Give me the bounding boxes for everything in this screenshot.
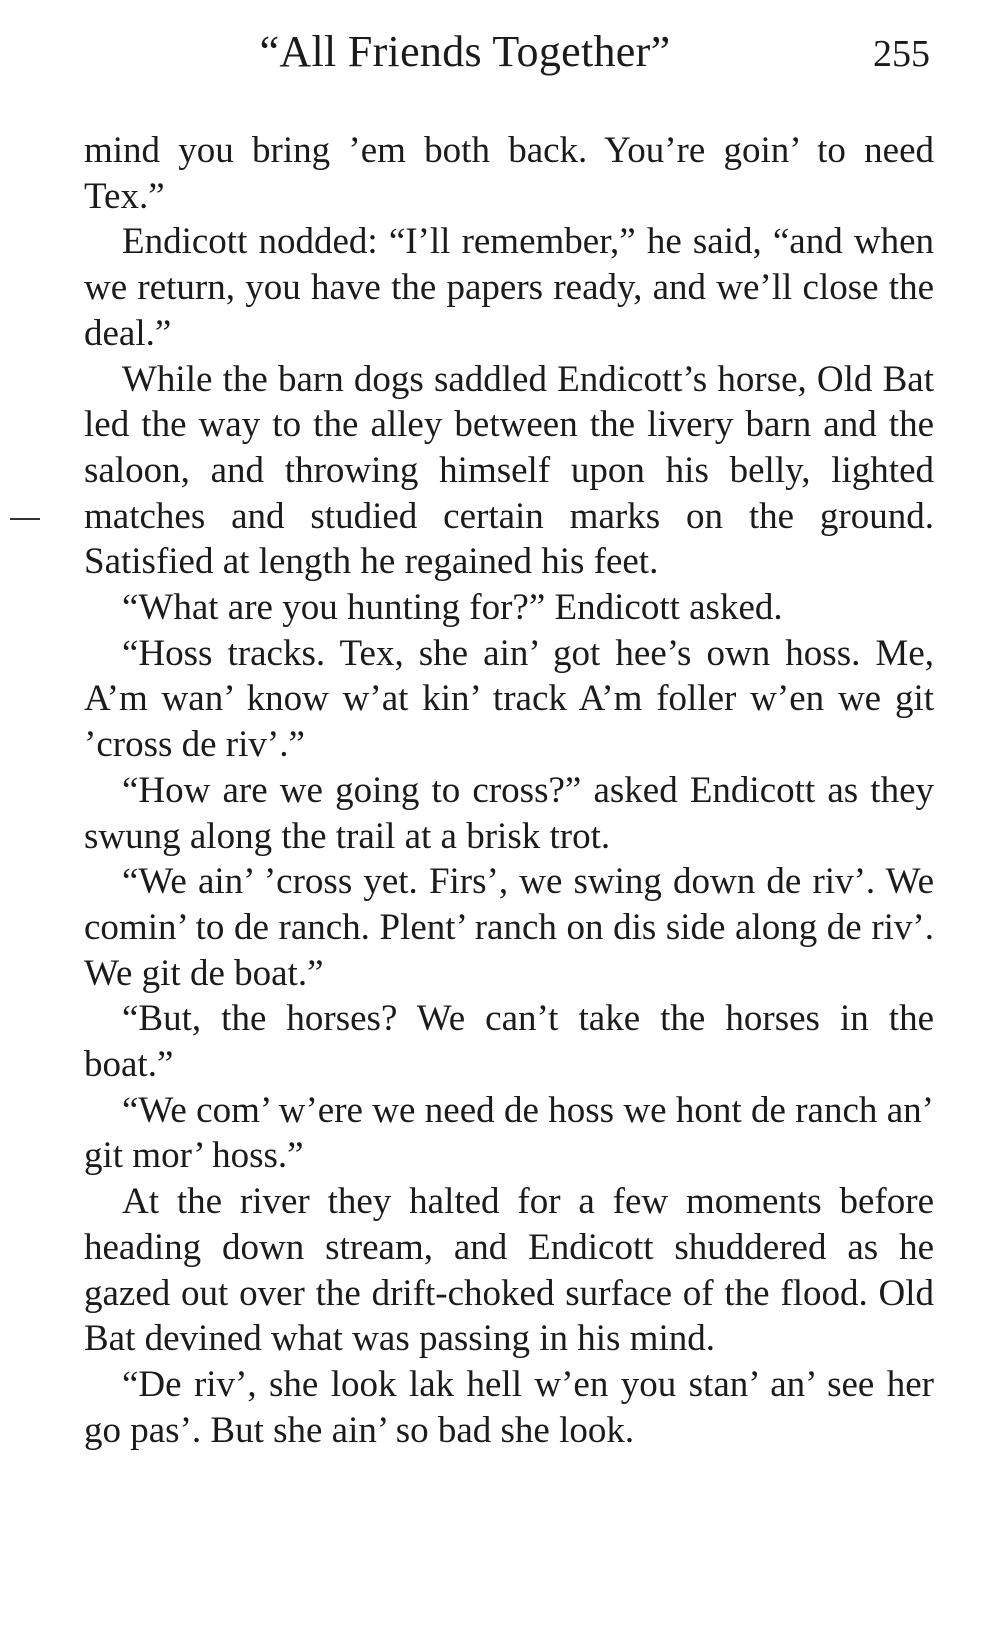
paragraph: “But, the horses? We can’t take the horses in the boat.”	[84, 998, 934, 1086]
margin-mark	[10, 518, 40, 520]
body-text	[84, 128, 934, 1453]
paragraph: “We ain’ ’cross yet. Firs’, we swing down de riv’. We comin’ to de ranch. Plent’ ranch on dis side along de riv’. We git de boat.”	[84, 861, 934, 994]
running-title: “All Friends Together”	[259, 27, 671, 76]
paragraph: Endicott nodded: “I’ll remember,” he said, “and when we return, you have the papers ready, and we’ll close the deal.”	[84, 221, 934, 354]
paragraph: At the river they halted for a few moments before heading down stream, and Endicott shuddered as he gazed out over the drift-choked surface of the flood. Old Bat devined what was passing in his mind.	[84, 1181, 934, 1360]
running-header	[80, 22, 930, 82]
paragraph: “Hoss tracks. Tex, she ain’ got hee’s own hoss. Me, A’m wan’ know w’at kin’ track A’m foller w’en we git ’cross de riv’.”	[84, 632, 934, 766]
paragraph: “What are you hunting for?” Endicott asked.	[122, 587, 783, 629]
page-number: 255	[873, 33, 930, 75]
paragraph: “De riv’, she look lak hell w’en you stan’ an’ see her go pas’. But she ain’ so bad she look.	[84, 1363, 934, 1451]
paragraph: “We com’ w’ere we need de hoss we hont de ranch an’ git mor’ hoss.”	[84, 1089, 934, 1177]
paragraph: mind you bring ’em both back. You’re goin’ to need Tex.”	[84, 130, 934, 217]
paragraph: “How are we going to cross?” asked Endicott as they swung along the trail at a brisk trot.	[84, 769, 934, 857]
paragraph: While the barn dogs saddled Endicott’s horse, Old Bat led the way to the alley between the livery barn and the saloon, and throwing himself upon his belly, lighted matches and studied certain marks on the ground. Satisfied at length he regained his feet.	[84, 358, 934, 583]
